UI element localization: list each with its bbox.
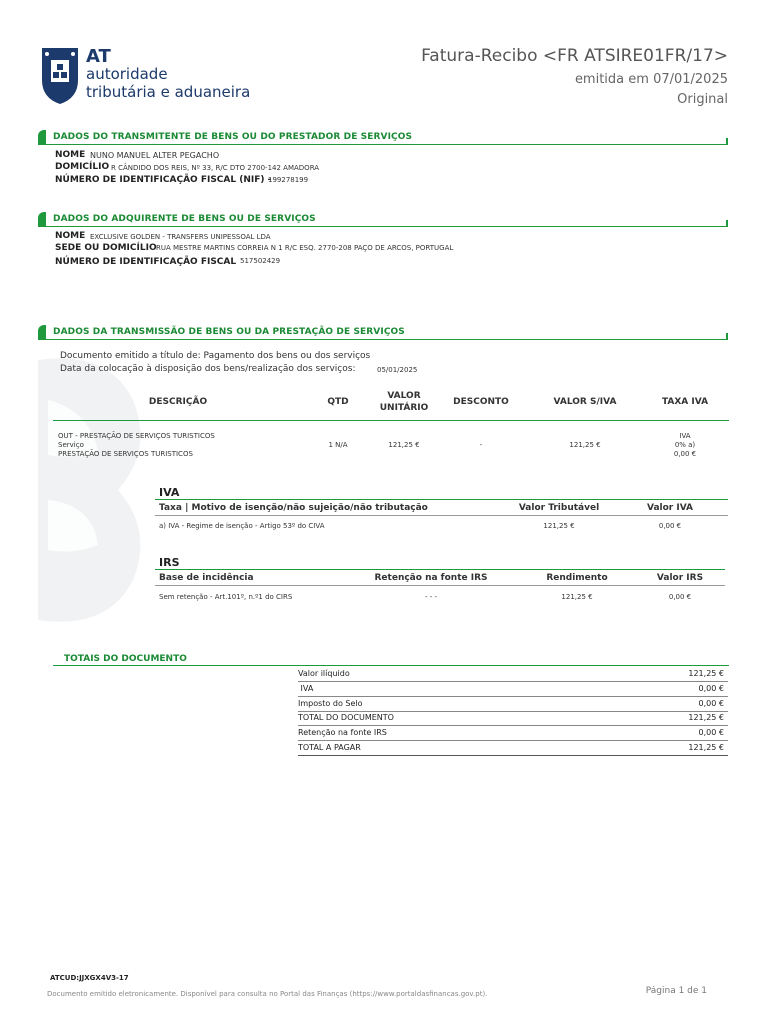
item-desc-2: Serviço [58, 441, 84, 449]
irs-row-withholding: - - - [424, 593, 438, 601]
item-desc-3: PRESTAÇÃO DE SERVIÇOS TURISTICOS [58, 450, 193, 458]
totals-label: TOTAL A PAGAR [298, 743, 361, 752]
transmission-section-title: DADOS DA TRANSMISSÃO DE BENS OU DA PRESTAÇÃO DE SERVIÇOS [53, 327, 405, 337]
transmission-section-header [40, 325, 728, 340]
section-endcap [726, 333, 728, 340]
irs-col-income: Rendimento [546, 573, 608, 583]
irs-col-withholding: Retenção na fonte IRS [374, 573, 488, 583]
irs-row-income: 121,25 € [561, 593, 593, 601]
totals-label: Valor ilíquido [298, 669, 350, 678]
totals-value: 0,00 € [698, 699, 724, 708]
totals-value: 121,25 € [688, 669, 724, 678]
totals-row-vat [298, 682, 728, 697]
at-logo [38, 44, 278, 106]
seller-name: NUNO MANUEL ALTER PEGACHO [90, 151, 220, 160]
irs-title-rule [155, 569, 725, 570]
totals-title-rule [53, 665, 729, 666]
iva-row-taxable: 121,25 € [543, 522, 575, 530]
col-unit-value-1: VALOR [387, 391, 421, 401]
seller-name-label: NOME [55, 150, 86, 160]
document-issue-date: emitida em 07/01/2025 [574, 72, 728, 87]
section-endcap [726, 220, 728, 227]
irs-row-base: Sem retenção - Art.101º, n.º1 do CIRS [159, 593, 293, 601]
logo-acronym: AT [86, 46, 111, 67]
totals-row-net [298, 667, 728, 682]
seller-address: R CÂNDIDO DOS REIS, Nº 33, R/C DTO 2700-142 AMADORA [111, 164, 320, 172]
totals-value: 121,25 € [688, 713, 724, 722]
iva-row-vat: 0,00 € [658, 522, 682, 530]
iva-title-rule [155, 499, 728, 500]
col-unit-value-2: UNITÁRIO [379, 403, 429, 413]
section-endcap [726, 138, 728, 145]
seller-section-header [40, 130, 728, 145]
buyer-section-title: DADOS DO ADQUIRENTE DE BENS OU DE SERVIÇOS [53, 214, 316, 224]
totals-label: IVA [298, 684, 314, 693]
irs-col-value: Valor IRS [656, 573, 704, 583]
totals-value: 0,00 € [698, 684, 724, 693]
buyer-address-label: SEDE OU DOMICÍLIO [55, 243, 157, 253]
totals-value: 0,00 € [698, 728, 724, 737]
iva-col-vat: Valor IVA [646, 503, 694, 513]
item-vat-3: 0,00 € [673, 450, 697, 458]
watermark-emblem [38, 340, 158, 640]
buyer-address: RUA MESTRE MARTINS CORREIA N 1 R/C ESQ. 2770-208 PAÇO DE ARCOS, PORTUGAL [156, 244, 454, 252]
totals-label: Imposto do Selo [298, 699, 363, 708]
item-vat-2: 0% a) [674, 441, 696, 449]
col-value-no-vat: VALOR S/IVA [553, 397, 617, 407]
buyer-name-label: NOME [55, 231, 86, 241]
item-value-no-vat: 121,25 € [569, 441, 601, 449]
col-description: DESCRIÇÃO [148, 397, 208, 407]
totals-row-stamp [298, 697, 728, 712]
buyer-nif-label: NÚMERO DE IDENTIFICAÇÃO FISCAL [55, 257, 237, 267]
irs-row-value: 0,00 € [668, 593, 692, 601]
service-date-label: Data da colocação à disposição dos bens/realização dos serviços: [60, 364, 356, 374]
page-number: Página 1 de 1 [645, 986, 707, 996]
footer-note: Documento emitido eletronicamente. Disponível para consulta no Portal das Finanças (https://www.portaldasfinancas.gov.pt). [47, 990, 488, 998]
col-discount: DESCONTO [453, 397, 509, 407]
totals-row-payable [298, 741, 728, 756]
totals-row-document [298, 711, 728, 726]
irs-title: IRS [159, 556, 180, 569]
item-vat-1: IVA [679, 432, 691, 440]
section-cap [38, 130, 46, 145]
buyer-name: EXCLUSIVE GOLDEN - TRANSFERS UNIPESSOAL LDA [90, 233, 271, 241]
buyer-section-header [40, 212, 728, 227]
totals-title: TOTAIS DO DOCUMENTO [64, 654, 187, 664]
iva-col-taxable: Valor Tributável [518, 503, 600, 513]
logo-line1: autoridade [86, 65, 168, 83]
document-copy-type: Original [677, 92, 728, 107]
col-qty: QTD [327, 397, 349, 407]
buyer-nif: 517502429 [240, 257, 281, 265]
item-desc-1: OUT - PRESTAÇÃO DE SERVIÇOS TURISTICOS [58, 432, 215, 440]
logo-line2: tributária e aduaneira [86, 83, 251, 101]
col-vat-rate: TAXA IVA [661, 397, 709, 407]
totals-label: TOTAL DO DOCUMENTO [298, 713, 394, 722]
section-cap [38, 212, 46, 227]
seller-address-label: DOMICÍLIO [55, 162, 110, 172]
iva-col-rate: Taxa | Motivo de isenção/não sujeição/não tributação [159, 503, 428, 513]
totals-label: Retenção na fonte IRS [298, 728, 387, 737]
seller-nif: 199278199 [268, 176, 309, 184]
totals-value: 121,25 € [688, 743, 724, 752]
service-date: 05/01/2025 [377, 366, 418, 374]
item-discount: - [479, 441, 483, 449]
seller-section-title: DADOS DO TRANSMITENTE DE BENS OU DO PRESTADOR DE SERVIÇOS [53, 132, 413, 142]
item-qty: 1 N/A [328, 441, 348, 449]
atcud-code: ATCUD:JJXGX4V3-17 [50, 974, 129, 982]
at-emblem-icon [38, 44, 82, 106]
iva-header-rule [155, 515, 728, 516]
document-title: Fatura-Recibo <FR ATSIRE01FR/17> [421, 46, 728, 66]
section-cap [38, 325, 46, 340]
iva-row-reason: a) IVA - Regime de isenção - Artigo 53º do CIVA [159, 522, 325, 530]
irs-col-base: Base de incidência [159, 573, 254, 583]
iva-title: IVA [159, 486, 180, 499]
seller-nif-label: NÚMERO DE IDENTIFICAÇÃO FISCAL (NIF) - [55, 175, 272, 185]
irs-header-rule [155, 585, 725, 586]
item-unit-value: 121,25 € [388, 441, 420, 449]
document-purpose: Documento emitido a título de: Pagamento dos bens ou dos serviços [60, 351, 371, 361]
totals-row-withholding [298, 726, 728, 741]
items-header-rule [53, 420, 729, 421]
